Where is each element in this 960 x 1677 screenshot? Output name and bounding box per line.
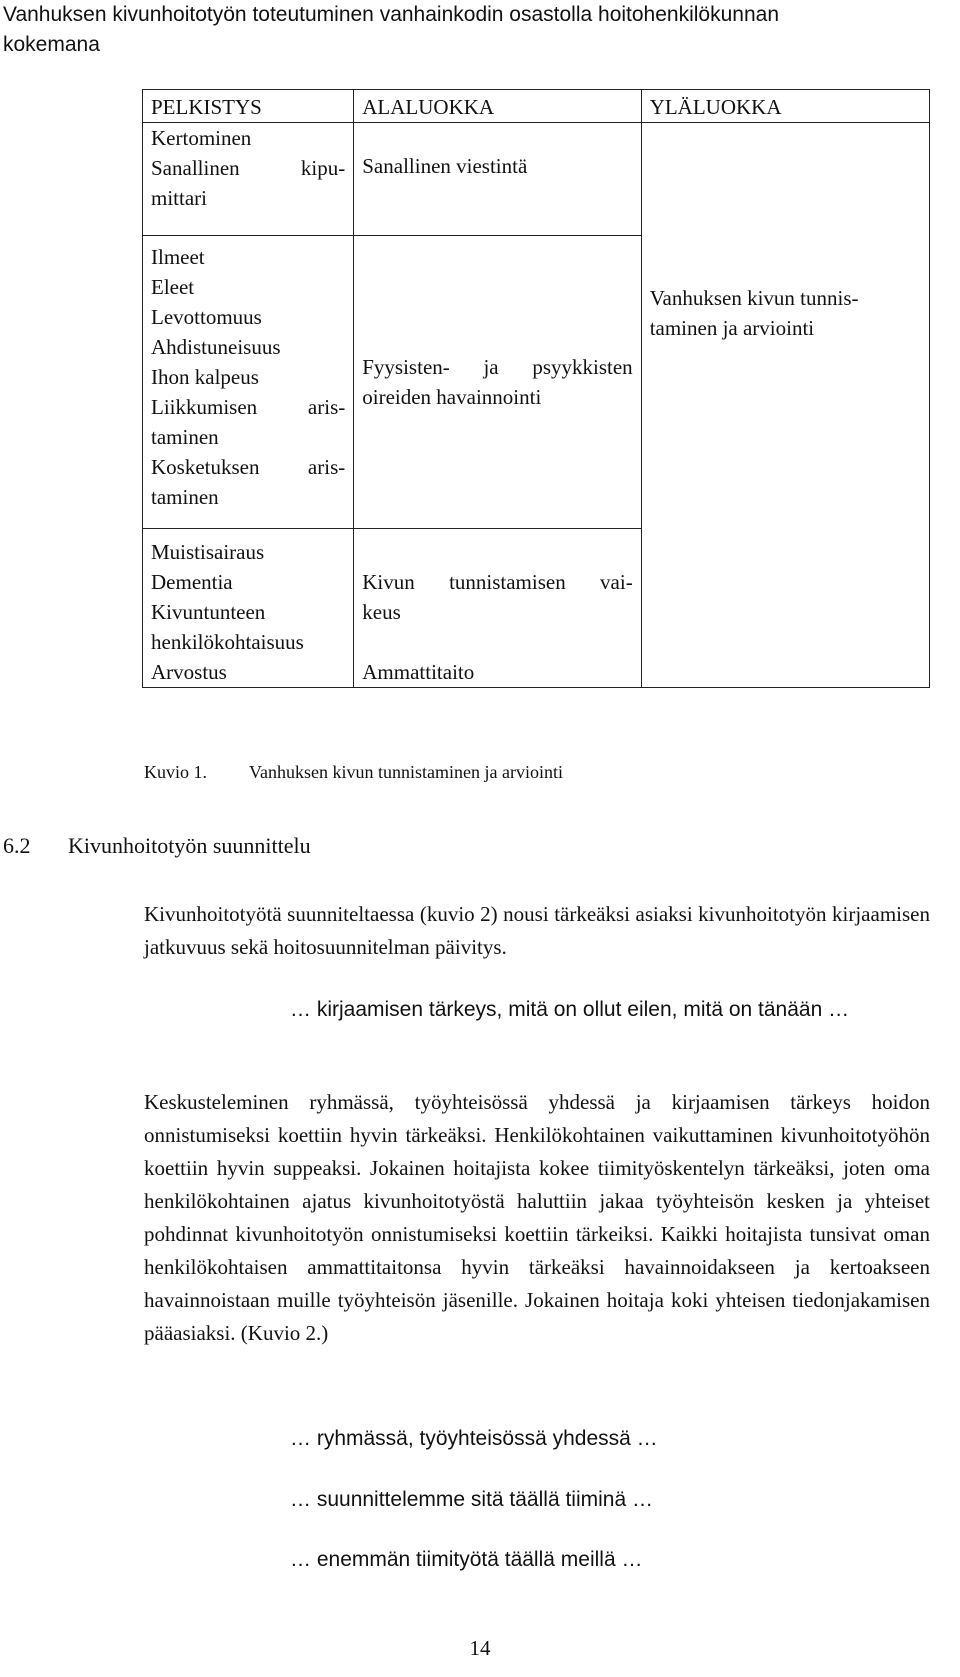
header-pelkistys: PELKISTYS	[143, 90, 354, 123]
caption-text: Vanhuksen kivun tunnistaminen ja arviointi	[249, 762, 563, 782]
cell-alaluokka	[354, 529, 641, 658]
cell-line: Ilmeet	[151, 245, 205, 269]
section-number: 6.2	[3, 833, 31, 858]
cell-line: Vanhuksen kivun tunnis-	[649, 286, 859, 310]
section-title: Kivunhoitotyön suunnittelu	[68, 833, 311, 858]
cell-line: henkilökohtaisuus	[151, 630, 304, 654]
cell-line: Levottomuus	[151, 305, 262, 329]
section-heading	[3, 833, 311, 859]
cell-line: keus	[362, 600, 401, 624]
cell-line: Ahdistuneisuus	[151, 335, 281, 359]
cell-line: Arvostus	[151, 660, 227, 684]
cell-line: Liikkumisen aris-	[151, 395, 346, 419]
cell-alaluokka	[354, 236, 641, 529]
table-row	[143, 123, 930, 236]
cell-alaluokka	[354, 657, 641, 688]
cell-line: Ammattitaito	[362, 660, 475, 684]
cell-pelkistys	[143, 236, 354, 529]
paragraph: Keskusteleminen ryhmässä, työyhteisössä yhdessä ja kirjaamisen tärkeys hoidon onnistumiseksi koettiin hyvin tärkeäksi. Henkilökohtainen vaikuttaminen kivunhoitotyöhön koettiin hyvin suppeaksi. Jokainen hoitajista kokee tiimityöskentelyn tärkeäksi, joten oma henkilökohtainen ajatus kivunhoitotyöstä haluttiin jakaa työyhteisön kesken ja yhteiset pohdinnat kivunhoitotyön onnistumiseksi koettiin tärkeiksi. Kaikki hoitajista tunsivat oman henkilökohtaisen ammattitaitonsa hyvin tärkeäksi havainnoidakseen ja kertoakseen havainnoistaan muille työyhteisön jäsenille. Jokainen hoitaja koki yhteisen tiedonjakamisen pääasiaksi. (Kuvio 2.)	[144, 1090, 930, 1345]
caption-number: Kuvio 1.	[144, 762, 207, 782]
cell-line: mittari	[151, 186, 207, 210]
cell-line: Kosketuksen aris-	[151, 455, 346, 479]
cell-pelkistys	[143, 657, 354, 688]
cell-line: Ihon kalpeus	[151, 365, 259, 389]
paragraph: Kivunhoitotyötä suunniteltaessa (kuvio 2) nousi tärkeäksi asiaksi kivunhoitotyön kirjaamisen jatkuvuus sekä hoitosuunnitelman päivitys.	[144, 902, 930, 959]
header-ylaluokka: YLÄLUOKKA	[641, 90, 929, 123]
cell-pelkistys	[143, 529, 354, 658]
header-rule	[0, 62, 960, 73]
cell-line: Kivun tunnistamisen vai-	[362, 570, 633, 594]
cell-line: Sanallinen kipu-	[151, 156, 346, 180]
interview-quote: … suunnittelemme sitä täällä tiiminä …	[290, 1488, 653, 1511]
running-header	[0, 0, 960, 60]
cell-line: Kivuntunteen	[151, 600, 266, 624]
page-number: 14	[469, 1636, 491, 1660]
header-line-2-text: kokemana	[3, 33, 100, 56]
interview-quote: … ryhmässä, työyhteisössä yhdessä …	[290, 1427, 658, 1450]
cell-line: Kertominen	[151, 126, 252, 150]
header-line-1: Vanhuksen kivunhoitotyön toteutuminen vanhainkodin osastolla hoitohenkilökunnan	[3, 3, 779, 26]
cell-line: Fyysisten- ja psyykkisten	[362, 355, 633, 379]
cell-line: Muistisairaus	[151, 540, 265, 564]
header-line-2	[0, 30, 960, 60]
interview-quote: … kirjaamisen tärkeys, mitä on ollut eilen, mitä on tänään …	[290, 998, 850, 1021]
cell-line: taminen	[151, 485, 219, 509]
category-table	[142, 89, 930, 688]
cell-pelkistys	[143, 123, 354, 236]
cell-line: Dementia	[151, 570, 233, 594]
cell-line: Sanallinen viestintä	[362, 154, 528, 178]
figure-caption	[144, 762, 563, 783]
cell-ylaluokka	[641, 123, 929, 688]
cell-alaluokka	[354, 123, 641, 236]
cell-line: taminen	[151, 425, 219, 449]
interview-quote: … enemmän tiimityötä täällä meillä …	[290, 1548, 643, 1571]
table-header-row	[143, 90, 930, 123]
header-alaluokka: ALALUOKKA	[354, 90, 641, 123]
cell-line: oireiden havainnointi	[362, 385, 542, 409]
cell-line: Eleet	[151, 275, 195, 299]
cell-line: taminen ja arviointi	[649, 316, 815, 340]
